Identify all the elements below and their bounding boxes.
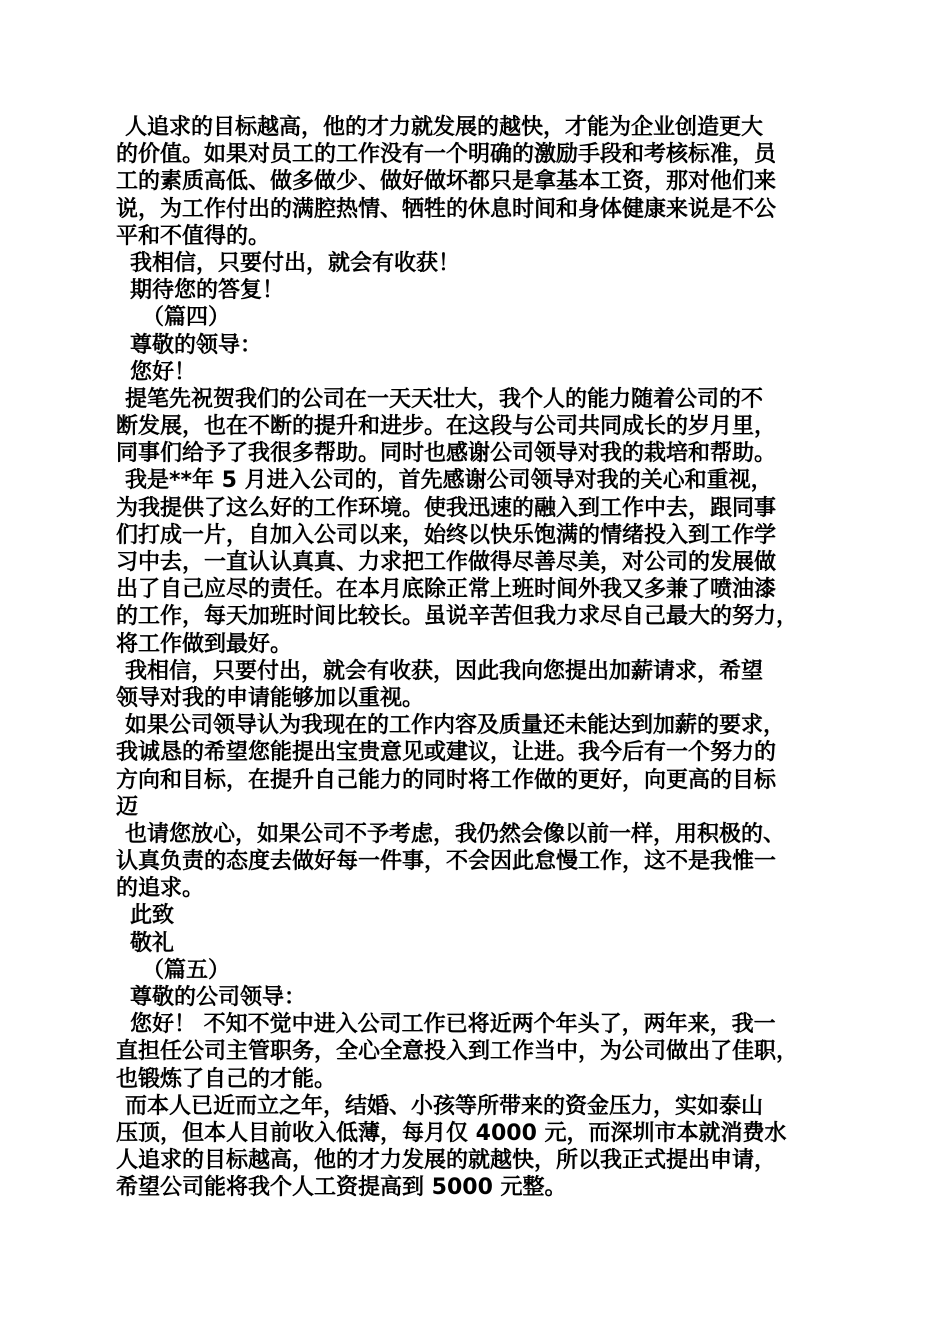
text-line: 而本人已近而立之年，结婚、小孩等所带来的资金压力，实如泰山: [125, 1093, 764, 1119]
text-line: 也锻炼了自己的才能。: [116, 1066, 337, 1092]
text-line: 出了自己应尽的责任。在本月底除正常上班时间外我又多兼了喷油漆: [116, 577, 777, 603]
text-line: 工的素质高低、做多做少、做好做坏都只是拿基本工资，那对他们来: [116, 169, 777, 195]
text-line: 断发展，也在不断的提升和进步。在这段与公司共同成长的岁月里，: [116, 414, 777, 440]
text-line: 们打成一片，自加入公司以来，始终以快乐饱满的情绪投入到工作学: [116, 522, 777, 548]
greeting: 您好！: [130, 359, 197, 385]
text-line: 将工作做到最好。: [116, 631, 293, 657]
text-line: 我相信，只要付出，就会有收获，因此我向您提出加薪请求，希望: [125, 658, 764, 684]
text-line: 您好！ 不知不觉中进入公司工作已将近两个年头了，两年来，我一: [130, 1012, 776, 1038]
text-line: 希望公司能将我个人工资提高到 5000 元整。: [116, 1175, 567, 1201]
closing-line: 敬礼: [130, 930, 175, 956]
text-line: 如果公司领导认为我现在的工作内容及质量还未能达到加薪的要求，: [125, 713, 786, 739]
text-line: 认真负责的态度去做好每一件事，不会因此怠慢工作，这不是我惟一: [116, 849, 777, 875]
text-line: 压顶，但本人目前收入低薄，每月仅 4000 元，而深圳市本就消费水: [116, 1120, 787, 1146]
closing-line: 此致: [130, 903, 175, 929]
text-line: 方向和目标，在提升自己能力的同时将工作做的更好，向更高的目标: [116, 767, 777, 793]
text-line: 提笔先祝贺我们的公司在一天天壮大，我个人的能力随着公司的不: [125, 386, 764, 412]
text-line: 人追求的目标越高，他的才力发展的就越快，所以我正式提出申请，: [116, 1148, 777, 1174]
text-line: 为我提供了这么好的工作环境。使我迅速的融入到工作中去，跟同事: [116, 495, 777, 521]
salutation: 尊敬的领导：: [130, 332, 263, 358]
section-heading: （篇五）: [142, 957, 231, 983]
text-line: 的价值。如果对员工的工作没有一个明确的激励手段和考核标准，员: [116, 142, 777, 168]
text-line: 我是**年 5 月进入公司的，首先感谢公司领导对我的关心和重视，: [125, 468, 773, 494]
text-line: 人追求的目标越高，他的才力就发展的越快，才能为企业创造更大: [125, 115, 764, 140]
salutation: 尊敬的公司领导：: [130, 985, 307, 1010]
text-line: 我相信，只要付出，就会有收获！: [130, 250, 461, 276]
text-line: 的追求。: [116, 876, 205, 902]
text-line: 说，为工作付出的满腔热情、牺牲的休息时间和身体健康来说是不公: [116, 196, 777, 222]
text-line: 习中去，一直认认真真、力求把工作做得尽善尽美，对公司的发展做: [116, 550, 777, 575]
text-line: 同事们给予了我很多帮助。同时也感谢公司领导对我的栽培和帮助。: [116, 441, 777, 467]
text-line: 我诚恳的希望您能提出宝贵意见或建议，让进。我今后有一个努力的: [116, 740, 777, 766]
text-line: 领导对我的申请能够加以重视。: [116, 685, 425, 711]
text-line: 也请您放心，如果公司不予考虑，我仍然会像以前一样，用积极的、: [125, 821, 786, 847]
text-line: 迈: [116, 794, 139, 820]
text-line: 平和不值得的。: [116, 223, 271, 249]
document-body: [116, 114, 856, 1202]
section-heading: （篇四）: [142, 305, 231, 331]
text-line: 的工作，每天加班时间比较长。虽说辛苦但我力求尽自己最大的努力，: [116, 604, 799, 630]
text-line: 直担任公司主管职务，全心全意投入到工作当中，为公司做出了佳职，: [116, 1039, 799, 1065]
text-line: 期待您的答复！: [130, 278, 285, 304]
